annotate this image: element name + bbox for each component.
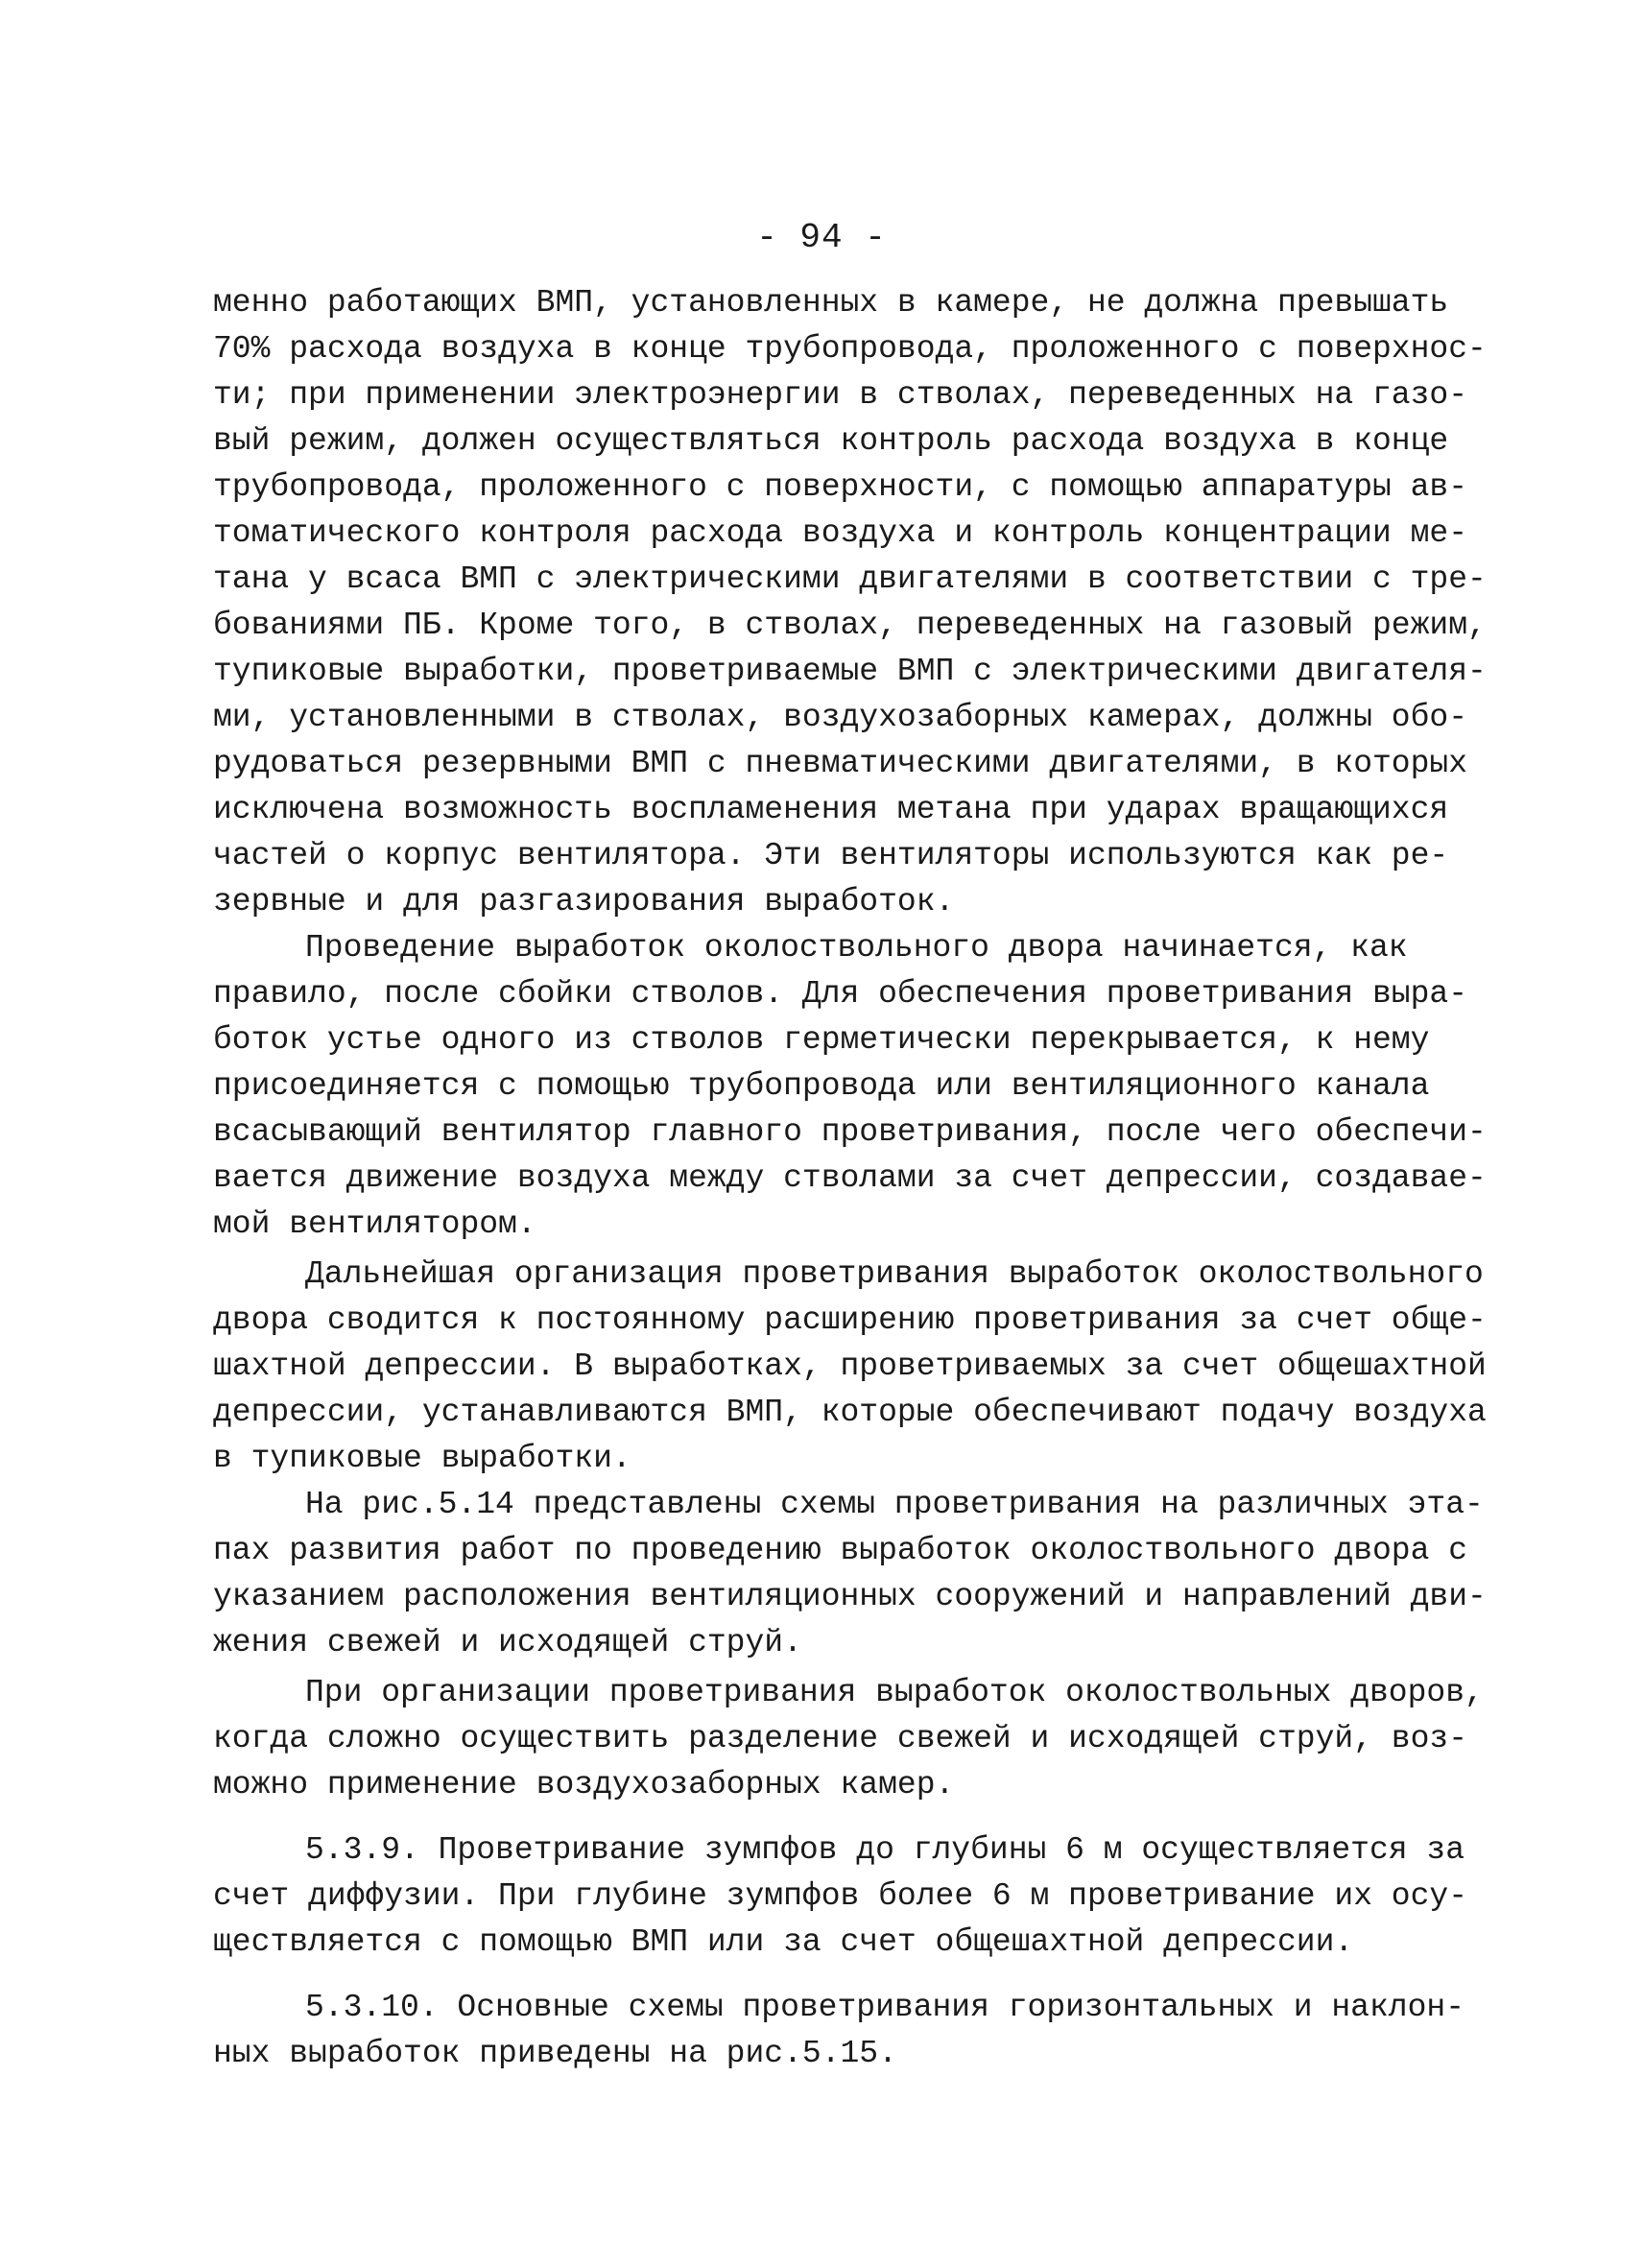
text-line: указанием расположения вентиляционных сооружений и направлений дви- — [213, 1579, 1487, 1614]
text-line: в тупиковые выработки. — [213, 1441, 631, 1476]
text-line: можно применение воздухозаборных камер. — [213, 1767, 955, 1802]
section-5-3-9-first-line: 5.3.9. Проветривание зумпфов до глубины 6 м осуществляется за — [305, 1832, 1464, 1868]
text-line: правило, после сбойки стволов. Для обеспечения проветривания выра- — [213, 976, 1468, 1012]
paragraph-first-line: Проведение выработок околоствольного двора начинается, как — [305, 930, 1408, 966]
text-line: боток устье одного из стволов герметически перекрывается, к нему — [213, 1022, 1430, 1058]
paragraph-first-line: На рис.5.14 представлены схемы проветривания на различных эта- — [305, 1487, 1484, 1522]
body-text — [213, 280, 1487, 2077]
text-line: томатического контроля расхода воздуха и контроль концентрации ме- — [213, 515, 1468, 551]
text-line: тана у всаса ВМП с электрическими двигателями в соответствии с тре- — [213, 561, 1487, 597]
text-line: бованиями ПБ. Кроме того, в стволах, переведенных на газовый режим, — [213, 608, 1487, 643]
text-line: частей о корпус вентилятора. Эти вентиляторы используются как ре- — [213, 838, 1449, 873]
text-line: зервные и для разгазирования выработок. — [213, 884, 955, 919]
text-line: вый режим, должен осуществляться контроль расхода воздуха в конце — [213, 423, 1449, 459]
text-line: пах развития работ по проведению выработок околоствольного двора с — [213, 1533, 1468, 1568]
text-line: двора сводится к постоянному расширению проветривания за счет обще- — [213, 1302, 1487, 1338]
text-line: вается движение воздуха между стволами за счет депрессии, создавае- — [213, 1160, 1487, 1196]
text-line: трубопровода, проложенного с поверхности, с помощью аппаратуры ав- — [213, 469, 1468, 505]
text-line: жения свежей и исходящей струй. — [213, 1625, 802, 1660]
text-line: менно работающих ВМП, установленных в камере, не должна превышать — [213, 285, 1449, 321]
text-line: рудоваться резервными ВМП с пневматическими двигателями, в которых — [213, 746, 1468, 781]
text-line: мой вентилятором. — [213, 1206, 536, 1242]
text-line: всасывающий вентилятор главного проветривания, после чего обеспечи- — [213, 1114, 1487, 1150]
text-line: шахтной депрессии. В выработках, проветриваемых за счет общешахтной — [213, 1349, 1487, 1384]
text-line: присоединяется с помощью трубопровода или вентиляционного канала — [213, 1068, 1430, 1104]
text-line: ти; при применении электроэнергии в стволах, переведенных на газо- — [213, 377, 1468, 413]
page-number: - 94 - — [756, 218, 887, 257]
text-line: ми, установленными в стволах, воздухозаборных камерах, должны обо- — [213, 700, 1468, 735]
paragraph-first-line: Дальнейшая организация проветривания выработок околоствольного — [305, 1256, 1484, 1292]
text-line: исключена возможность воспламенения метана при ударах вращающихся — [213, 792, 1449, 827]
text-line: 70% расхода воздуха в конце трубопровода, проложенного с поверхнос- — [213, 331, 1487, 367]
text-line: ных выработок приведены на рис.5.15. — [213, 2036, 897, 2071]
section-5-3-10-first-line: 5.3.10. Основные схемы проветривания горизонтальных и наклон- — [305, 1990, 1464, 2025]
text-line: тупиковые выработки, проветриваемые ВМП с электрическими двигателя- — [213, 654, 1487, 689]
text-line: ществляется с помощью ВМП или за счет общешахтной депрессии. — [213, 1924, 1354, 1960]
text-line: депрессии, устанавливаются ВМП, которые обеспечивают подачу воздуха — [213, 1395, 1487, 1430]
paragraph-first-line: При организации проветривания выработок околоствольных дворов, — [305, 1675, 1484, 1710]
text-line: когда сложно осуществить разделение свежей и исходящей струй, воз- — [213, 1721, 1468, 1756]
text-line: счет диффузии. При глубине зумпфов более 6 м проветривание их осу- — [213, 1878, 1468, 1914]
